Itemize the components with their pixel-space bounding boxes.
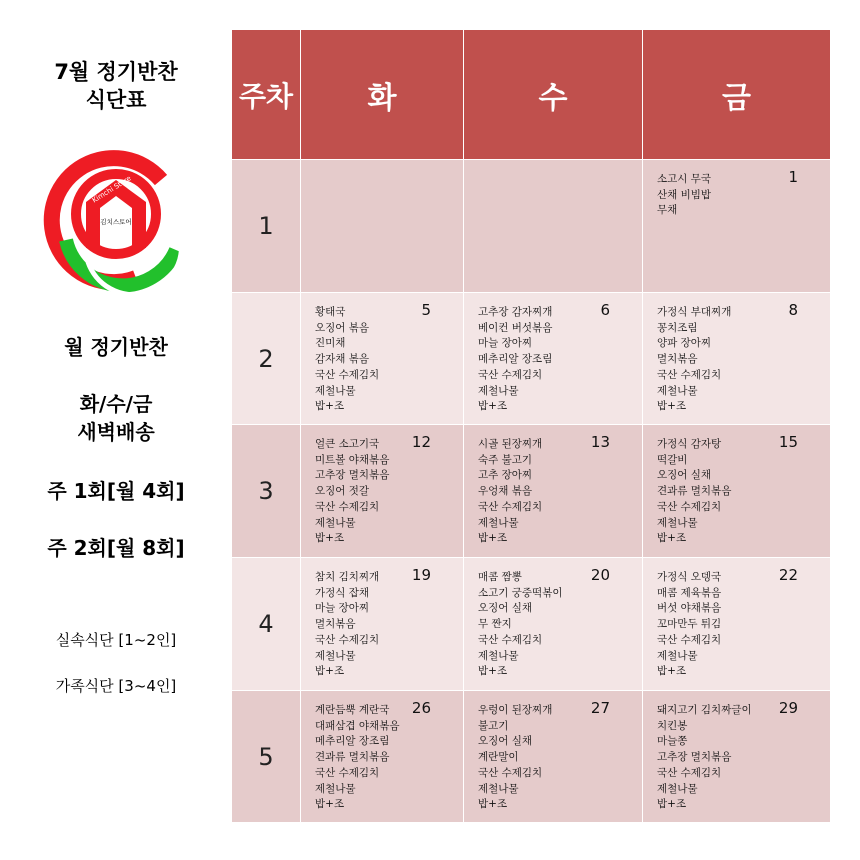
menu-item: 오징어 실채 — [478, 735, 533, 748]
menu-table — [232, 30, 830, 823]
menu-item: 가정식 오뎅국 — [657, 571, 722, 583]
menu-item: 밥+조 — [315, 532, 345, 545]
menu-item: 양파 장아찌 — [657, 337, 712, 350]
plan-weekly-twice: 주 2회[월 8회] — [47, 536, 185, 560]
menu-list — [478, 437, 542, 547]
plan-weekly-once: 주 1회[월 4회] — [47, 479, 185, 503]
menu-item: 국산 수제김치 — [657, 766, 722, 779]
menu-cell-tuesday — [301, 160, 464, 293]
menu-item: 무채 — [657, 204, 678, 217]
day-number: 26 — [411, 699, 431, 717]
menu-list — [478, 570, 562, 680]
menu-item: 국산 수제김치 — [315, 766, 380, 779]
menu-item: 밥+조 — [657, 400, 687, 413]
menu-item: 제철나물 — [657, 649, 698, 662]
menu-item: 마늘 장아찌 — [478, 337, 533, 350]
subtitle: 월 정기반찬 — [64, 335, 168, 359]
menu-item: 제철나물 — [315, 782, 356, 795]
page-title — [0, 58, 232, 114]
week-number: 4 — [232, 558, 301, 691]
menu-list — [315, 570, 379, 680]
menu-cell-friday — [643, 293, 830, 425]
menu-cell-wednesday — [464, 293, 643, 425]
menu-item: 우렁이 된장찌개 — [478, 704, 553, 716]
menu-item: 밥+조 — [657, 532, 687, 545]
day-number: 27 — [590, 699, 610, 717]
menu-item: 대패삼겹 야채볶음 — [315, 719, 400, 732]
day-number: 15 — [778, 433, 798, 451]
day-number: 20 — [590, 566, 610, 584]
menu-item: 참치 김치찌개 — [315, 571, 380, 583]
menu-item: 밥+조 — [478, 400, 508, 413]
menu-item: 국산 수제김치 — [315, 633, 380, 646]
menu-item: 미트볼 야채볶음 — [315, 453, 390, 466]
menu-item: 멸치볶음 — [657, 353, 698, 366]
menu-item: 멸치볶음 — [315, 618, 356, 631]
menu-item: 고추 장아찌 — [478, 469, 533, 482]
menu-list — [315, 437, 389, 547]
menu-item: 밥+조 — [478, 798, 508, 811]
day-number: 22 — [778, 566, 798, 584]
header-week: 주차 — [232, 30, 301, 160]
menu-item: 견과류 멸치볶음 — [657, 485, 732, 498]
menu-cell-wednesday — [464, 425, 643, 558]
menu-item: 소고시 무국 — [657, 173, 712, 185]
menu-item: 메추리알 장조림 — [315, 735, 390, 748]
menu-item: 밥+조 — [657, 665, 687, 678]
menu-list — [657, 570, 721, 680]
week-number: 3 — [232, 425, 301, 558]
week-number: 2 — [232, 293, 301, 425]
menu-list — [657, 437, 731, 547]
menu-item: 계란듬뿍 계란국 — [315, 704, 390, 716]
menu-cell-tuesday — [301, 558, 464, 691]
menu-item: 견과류 멸치볶음 — [315, 751, 390, 764]
menu-item: 고추장 멸치볶음 — [315, 469, 390, 482]
menu-item: 가정식 부대찌개 — [657, 306, 732, 318]
menu-item: 불고기 — [478, 719, 509, 732]
menu-item: 꽁치조림 — [657, 321, 698, 334]
menu-item: 산채 비빔밥 — [657, 188, 712, 201]
menu-cell-tuesday — [301, 425, 464, 558]
menu-list — [315, 703, 399, 813]
menu-item: 제철나물 — [478, 782, 519, 795]
menu-item: 국산 수제김치 — [478, 766, 543, 779]
menu-item: 버섯 야채볶음 — [657, 602, 722, 615]
family-plan-label: 가족식단 [3~4인] — [55, 677, 177, 695]
menu-item: 제철나물 — [478, 384, 519, 397]
menu-item: 얼큰 소고기국 — [315, 438, 380, 450]
menu-item: 베이컨 버섯볶음 — [478, 321, 553, 334]
menu-cell-wednesday — [464, 558, 643, 691]
menu-item: 오징어 실채 — [657, 469, 712, 482]
menu-list — [657, 305, 731, 415]
menu-item: 오징어 젓갈 — [315, 485, 370, 498]
title-line-2: 식단표 — [85, 88, 147, 112]
menu-item: 국산 수제김치 — [657, 633, 722, 646]
menu-item: 고추장 감자찌개 — [478, 306, 553, 318]
menu-cell-friday — [643, 558, 830, 691]
menu-item: 국산 수제김치 — [315, 500, 380, 513]
delivery-days: 화/수/금 — [79, 392, 153, 416]
menu-item: 무 짠지 — [478, 618, 512, 631]
day-number: 1 — [788, 168, 798, 186]
small-plan-label: 실속식단 [1~2인] — [55, 631, 177, 649]
menu-item: 마늘 장아찌 — [315, 602, 370, 615]
title-line-1: 7월 정기반찬 — [54, 60, 178, 84]
menu-item: 숙주 불고기 — [478, 453, 533, 466]
menu-cell-friday — [643, 425, 830, 558]
menu-item: 밥+조 — [315, 400, 345, 413]
menu-item: 국산 수제김치 — [315, 368, 380, 381]
menu-item: 국산 수제김치 — [478, 368, 543, 381]
menu-cell-friday — [643, 160, 830, 293]
header-tuesday: 화 — [301, 30, 464, 160]
day-number: 6 — [600, 301, 610, 319]
menu-item: 밥+조 — [657, 798, 687, 811]
menu-item: 진미채 — [315, 337, 346, 350]
menu-item: 계란말이 — [478, 751, 519, 764]
menu-list — [315, 305, 379, 415]
day-number: 5 — [421, 301, 431, 319]
week-number: 1 — [232, 160, 301, 293]
kimchi-store-logo — [36, 140, 196, 300]
day-number: 29 — [778, 699, 798, 717]
menu-item: 시골 된장찌개 — [478, 438, 543, 450]
week-number: 5 — [232, 691, 301, 823]
menu-cell-tuesday — [301, 293, 464, 425]
day-number: 12 — [411, 433, 431, 451]
menu-item: 제철나물 — [478, 649, 519, 662]
menu-item: 밥+조 — [478, 532, 508, 545]
menu-item: 고추장 멸치볶음 — [657, 751, 732, 764]
day-number: 13 — [590, 433, 610, 451]
menu-item: 밥+조 — [478, 665, 508, 678]
menu-cell-wednesday — [464, 691, 643, 823]
menu-item: 가정식 잡채 — [315, 586, 370, 599]
menu-list — [657, 703, 752, 813]
menu-cell-tuesday — [301, 691, 464, 823]
menu-cell-wednesday — [464, 160, 643, 293]
day-number: 8 — [788, 301, 798, 319]
menu-item: 제철나물 — [657, 782, 698, 795]
menu-item: 치킨봉 — [657, 719, 688, 732]
menu-item: 돼지고기 김치짜글이 — [657, 704, 752, 716]
menu-cell-friday — [643, 691, 830, 823]
menu-item: 떡갈비 — [657, 453, 688, 466]
delivery-time: 새벽배송 — [77, 420, 155, 444]
menu-list — [478, 305, 552, 415]
menu-item: 제철나물 — [478, 516, 519, 529]
menu-item: 메추리알 장조림 — [478, 353, 553, 366]
menu-item: 매콤 제육볶음 — [657, 586, 722, 599]
menu-item: 국산 수제김치 — [478, 500, 543, 513]
logo-text-en: Kimchi Store — [90, 174, 133, 205]
menu-item: 제철나물 — [657, 384, 698, 397]
menu-item: 국산 수제김치 — [478, 633, 543, 646]
menu-item: 밥+조 — [315, 798, 345, 811]
menu-item: 국산 수제김치 — [657, 368, 722, 381]
menu-item: 꼬마만두 튀김 — [657, 618, 722, 631]
sidebar — [0, 0, 232, 860]
menu-item: 황태국 — [315, 306, 346, 318]
menu-item: 우엉채 볶음 — [478, 485, 533, 498]
menu-item: 소고기 궁중떡볶이 — [478, 586, 563, 599]
menu-item: 제철나물 — [657, 516, 698, 529]
menu-item: 밥+조 — [315, 665, 345, 678]
menu-item: 제철나물 — [315, 516, 356, 529]
header-wednesday: 수 — [464, 30, 643, 160]
menu-item: 마늘쫑 — [657, 735, 688, 748]
menu-item: 오징어 실채 — [478, 602, 533, 615]
menu-list — [478, 703, 552, 813]
day-number: 19 — [411, 566, 431, 584]
menu-item: 매콤 짬뽕 — [478, 571, 522, 583]
menu-item: 제철나물 — [315, 384, 356, 397]
menu-item: 제철나물 — [315, 649, 356, 662]
menu-item: 오징어 볶음 — [315, 321, 370, 334]
menu-list — [657, 172, 711, 219]
header-friday: 금 — [643, 30, 830, 160]
menu-item: 감자채 볶음 — [315, 353, 370, 366]
menu-item: 국산 수제김치 — [657, 500, 722, 513]
logo-text-ko: 김치스토어 — [100, 218, 132, 226]
menu-item: 가정식 감자탕 — [657, 438, 722, 450]
